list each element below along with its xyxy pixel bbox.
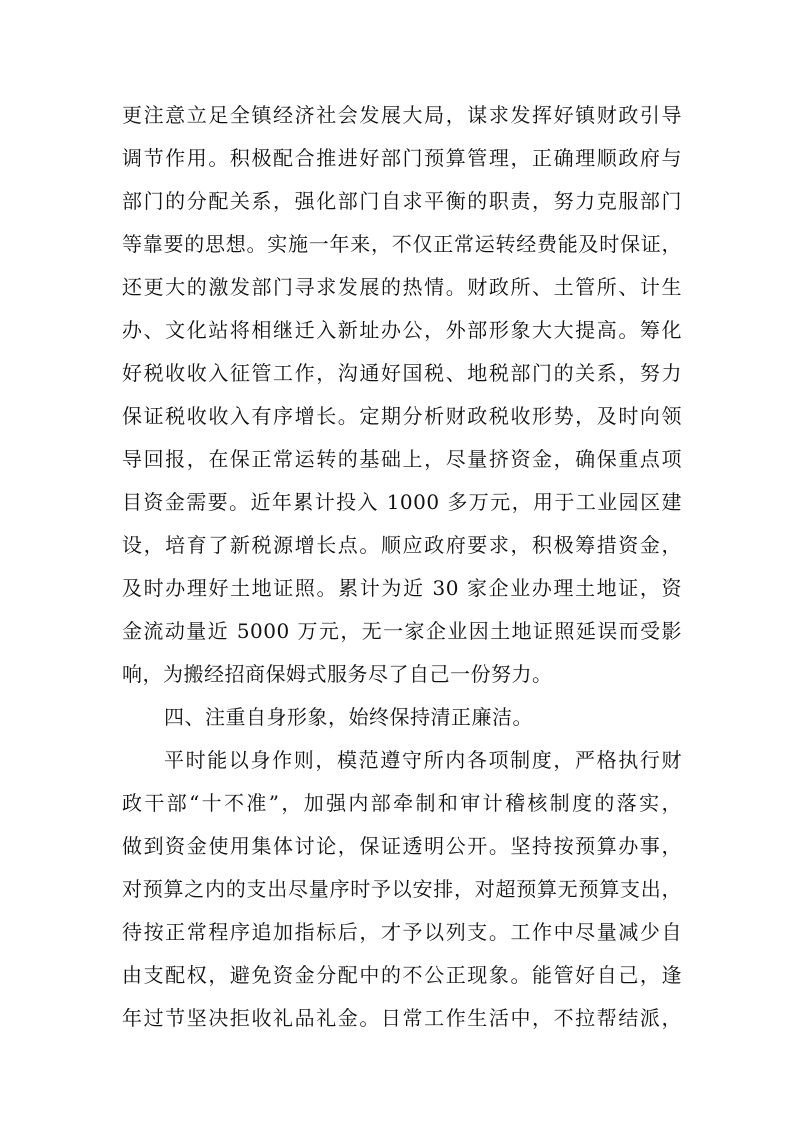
paragraph-1-line-8: 保证税收收入有序增长。定期分析财政税收形势，及时向领: [122, 404, 682, 428]
paragraph-1-line-9: 导回报，在保正常运转的基础上，尽量挤资金，确保重点项: [122, 447, 682, 471]
paragraph-1-line-7: 好税收收入征管工作，沟通好国税、地税部门的关系，努力: [122, 361, 682, 385]
paragraph-1-line-5: 还更大的激发部门寻求发展的热情。财政所、土管所、计生: [122, 275, 682, 299]
paragraph-2-line-2: 政干部“十不准”，加强内部牵制和审计稽核制度的落实，: [122, 791, 682, 815]
paragraph-2-line-7: 年过节坚决拒收礼品礼金。日常工作生活中，不拉帮结派，: [122, 1006, 682, 1030]
paragraph-1-line-4: 等靠要的思想。实施一年来，不仅正常运转经费能及时保证，: [122, 232, 682, 256]
paragraph-1-line-12: 及时办理好土地证照。累计为近 30 家企业办理土地证，资: [122, 576, 682, 600]
paragraph-1-line-3: 部门的分配关系，强化部门自求平衡的职责，努力克服部门: [122, 189, 682, 213]
paragraph-1-line-2: 调节作用。积极配合推进好部门预算管理，正确理顺政府与: [122, 146, 682, 170]
paragraph-2-line-6: 由支配权，避免资金分配中的不公正现象。能管好自己，逢: [122, 963, 682, 987]
paragraph-1-line-14: 响，为搬经招商保姆式服务尽了自己一份努力。: [122, 662, 553, 686]
paragraph-1-line-10: 目资金需要。近年累计投入 1000 多万元，用于工业园区建: [122, 490, 682, 514]
paragraph-1-line-13: 金流动量近 5000 万元，无一家企业因土地证照延误而受影: [122, 619, 682, 643]
section-heading: 四、注重自身形象，始终保持清正廉洁。: [164, 705, 533, 729]
paragraph-1-line-11: 设，培育了新税源增长点。顺应政府要求，积极筹措资金，: [122, 533, 682, 557]
paragraph-2-line-4: 对预算之内的支出尽量序时予以安排，对超预算无预算支出，: [122, 877, 682, 901]
paragraph-1-line-1: 更注意立足全镇经济社会发展大局，谋求发挥好镇财政引导: [122, 103, 682, 127]
paragraph-2-line-3: 做到资金使用集体讨论，保证透明公开。坚持按预算办事，: [122, 834, 682, 858]
paragraph-1-line-6: 办、文化站将相继迁入新址办公，外部形象大大提高。筹化: [122, 318, 682, 342]
paragraph-2-line-5: 待按正常程序追加指标后，才予以列支。工作中尽量减少自: [122, 920, 682, 944]
paragraph-2-line-1: 平时能以身作则，模范遵守所内各项制度，严格执行财: [164, 748, 682, 772]
